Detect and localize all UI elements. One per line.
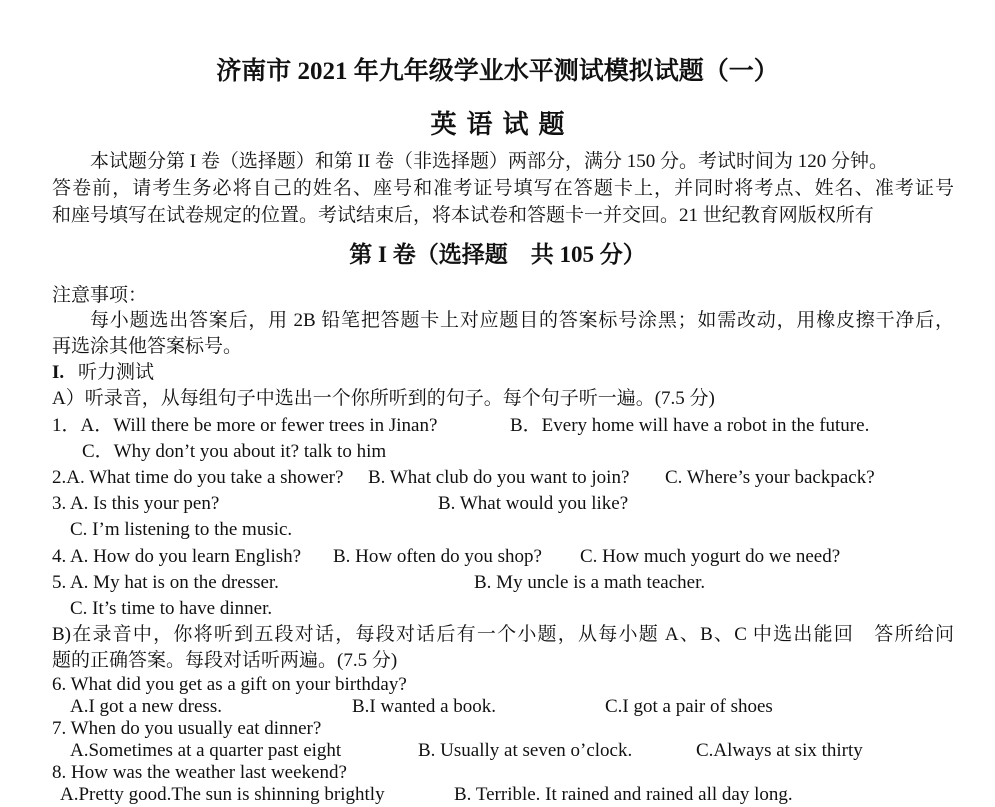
question-6-options [0, 695, 995, 719]
q8-stem: 8. How was the weather last weekend? [52, 762, 347, 783]
subject-title: 英语试题 [430, 110, 575, 139]
intro-line-3: 和座号填写在试卷规定的位置。考试结束后，将本试卷和答题卡一并交回。21 世纪教育网版权所有 [52, 205, 874, 226]
q8-option-b: B. Terrible. It rained and rained all day long. [454, 784, 793, 805]
q3-option-b: B. What would you like? [438, 493, 629, 514]
notice-label: 注意事项： [52, 285, 148, 306]
q1-option-b: B．Every home will have a robot in the future. [510, 415, 870, 436]
q7-stem: 7. When do you usually eat dinner? [52, 718, 322, 739]
q2-option-a: 2.A. What time do you take a shower? [52, 467, 344, 488]
q3-option-c: C. I’m listening to the music. [70, 519, 293, 540]
question-8-options [0, 783, 995, 807]
question-4 [0, 545, 995, 569]
partA-instructions: A）听录音，从每组句子中选出一个你所听到的句子。每个句子听一遍。(7.5 分) [52, 388, 715, 409]
q3-option-a: 3. A. Is this your pen? [52, 493, 220, 514]
q6-option-b: B.I wanted a book. [352, 696, 497, 717]
part1-heading: 第 I 卷（选择题 共 105 分） [349, 242, 646, 267]
question-5-cont [0, 597, 995, 621]
question-2 [0, 466, 995, 490]
q2-option-c: C. Where’s your backpack? [665, 467, 875, 488]
q8-option-a: A.Pretty good.The sun is shinning brightly [60, 784, 385, 805]
partB-instructions-line-1: B)在录音中，你将听到五段对话，每段对话后有一个小题，从每小题 A、B、C 中选出能回 答所给问 [52, 624, 954, 645]
q4-option-c: C. How much yogurt do we need? [580, 546, 841, 567]
question-3 [0, 492, 995, 516]
q5-option-c: C. It’s time to have dinner. [70, 598, 273, 619]
q6-stem: 6. What did you get as a gift on your birthday? [52, 674, 407, 695]
q5-option-b: B. My uncle is a math teacher. [474, 572, 706, 593]
q5-option-a: 5. A. My hat is on the dresser. [52, 572, 279, 593]
notice-line-1: 每小题选出答案后，用 2B 铅笔把答题卡上对应题目的答案标号涂黑；如需改动，用橡皮擦干净后， [90, 310, 954, 331]
question-7-options [0, 739, 995, 763]
q6-option-c: C.I got a pair of shoes [605, 696, 773, 717]
section-title: 听力测试 [78, 362, 155, 383]
question-1-cont [0, 440, 995, 464]
intro-line-2: 答卷前，请考生务必将自己的姓名、座号和准考证号填写在答题卡上，并同时将考点、姓名、准考证号 [52, 178, 954, 199]
exam-title: 济南市 2021 年九年级学业水平测试模拟试题（一） [216, 58, 779, 85]
section-number: I. [52, 362, 65, 383]
q2-option-b: B. What club do you want to join? [368, 467, 630, 488]
notice-line-2: 再选涂其他答案标号。 [52, 336, 243, 357]
q7-option-a: A.Sometimes at a quarter past eight [70, 740, 342, 761]
question-3-cont [0, 518, 995, 542]
q1-option-c: C．Why don’t you about it? talk to him [82, 441, 387, 462]
listening-section-title [0, 361, 995, 385]
partB-instructions-line-2: 题的正确答案。每段对话听两遍。(7.5 分) [52, 650, 398, 671]
intro-line-1: 本试题分第 I 卷（选择题）和第 II 卷（非选择题）两部分，满分 150 分。考试时间为 120 分钟。 [90, 151, 888, 172]
question-5 [0, 571, 995, 595]
q7-option-c: C.Always at six thirty [696, 740, 863, 761]
q6-option-a: A.I got a new dress. [70, 696, 222, 717]
q4-option-a: 4. A. How do you learn English? [52, 546, 302, 567]
q4-option-b: B. How often do you shop? [333, 546, 542, 567]
q7-option-b: B. Usually at seven o’clock. [418, 740, 633, 761]
q1-option-a: 1．A．Will there be more or fewer trees in Jinan? [52, 415, 438, 436]
question-1 [0, 414, 995, 438]
